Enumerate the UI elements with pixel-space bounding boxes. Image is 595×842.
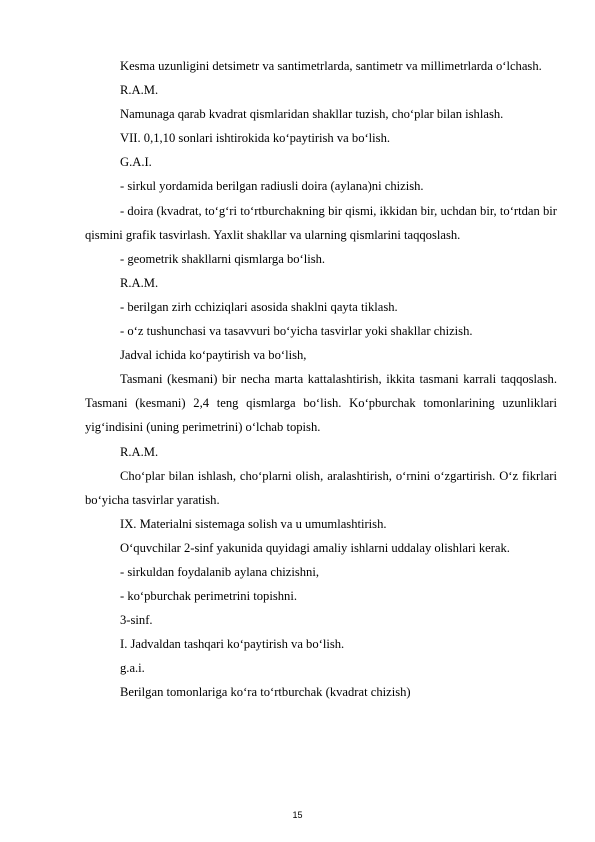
paragraph: Cho‘plar bilan ishlash, cho‘plarni olish, aralashtirish, o‘rnini o‘zgartirish. O‘z fikrlari bo‘yicha tasvirlar yaratish. [85, 468, 557, 507]
paragraph: Namunaga qarab kvadrat qismlaridan shakllar tuzish, cho‘plar bilan ishlash. [120, 107, 504, 122]
paragraph: Jadval ichida ko‘paytirish va bo‘lish, [120, 348, 307, 363]
paragraph: - sirkuldan foydalanib aylana chizishni, [120, 564, 319, 579]
paragraph: - berilgan zirh cchiziqlari asosida shaklni qayta tiklash. [120, 299, 398, 314]
paragraph: g.a.i. [120, 661, 145, 676]
paragraph: - ko‘pburchak perimetrini topishni. [120, 589, 297, 604]
paragraph: Tasmani (kesmani) bir necha marta kattalashtirish, ikkita tasmani karrali taqqoslash. Tasmani (kesmani) 2,4 teng qismlarga bo‘lish. Ko‘pburchak tomonlarining uzunliklari yig‘indisini (uning perimetrini) o‘lchab topish. [85, 372, 557, 435]
paragraph: - geometrik shakllarni qismlarga bo‘lish. [120, 251, 326, 266]
paragraph: R.A.M. [120, 275, 159, 290]
paragraph: - sirkul yordamida berilgan radiusli doira (aylana)ni chizish. [120, 179, 424, 194]
paragraph: 3-sinf. [120, 613, 153, 628]
document-page [85, 54, 557, 705]
paragraph: R.A.M. [120, 83, 159, 98]
paragraph: VII. 0,1,10 sonlari ishtirokida ko‘paytirish va bo‘lish. [120, 131, 391, 146]
paragraph: R.A.M. [120, 444, 159, 459]
page-number: 15 [292, 810, 303, 820]
paragraph: G.A.I. [120, 155, 152, 170]
paragraph: IX. Materialni sistemaga solish va u umumlashtirish. [120, 516, 387, 531]
paragraph: - doira (kvadrat, to‘g‘ri to‘rtburchakning bir qismi, ikkidan bir, uchdan bir, to‘rtdan bir qismini grafik tasvirlash. Yaxlit shakllar va ularning qismlarini taqqoslash. [85, 203, 557, 242]
paragraph: - o‘z tushunchasi va tasavvuri bo‘yicha tasvirlar yoki shakllar chizish. [120, 324, 473, 339]
paragraph: I. Jadvaldan tashqari ko‘paytirish va bo‘lish. [120, 637, 345, 652]
paragraph: O‘quvchilar 2-sinf yakunida quyidagi amaliy ishlarni uddalay olishlari kerak. [120, 540, 510, 555]
paragraph: Berilgan tomonlariga ko‘ra to‘rtburchak (kvadrat chizish) [120, 685, 411, 700]
paragraph: Kesma uzunligini detsimetr va santimetrlarda, santimetr va millimetrlarda o‘lchash. [120, 59, 542, 73]
